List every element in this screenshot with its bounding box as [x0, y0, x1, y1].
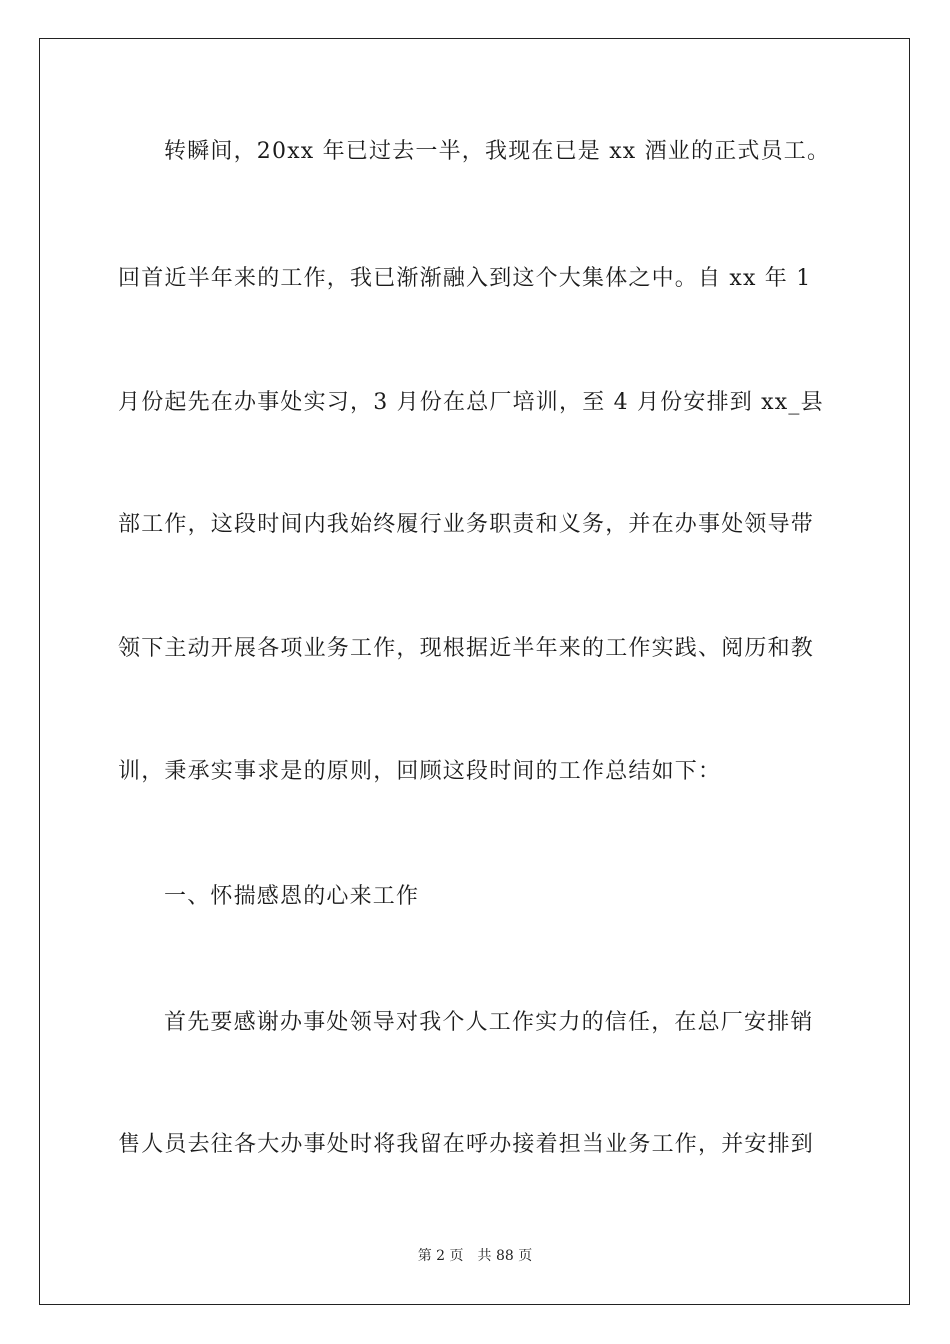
paragraph-line-3: 月份起先在办事处实习，3 月份在总厂培训，至 4 月份安排到 xx_县 — [118, 390, 824, 415]
paragraph-line-5: 领下主动开展各项业务工作，现根据近半年来的工作实践、阅历和教 — [118, 636, 815, 661]
page-border — [39, 38, 910, 1305]
paragraph-line-4: 部工作，这段时间内我始终履行业务职责和义务，并在办事处领导带 — [118, 512, 815, 537]
paragraph-line-2: 回首近半年来的工作，我已渐渐融入到这个大集体之中。自 xx 年 1 — [118, 266, 812, 291]
page-number: 第 2 页 — [417, 1248, 464, 1264]
paragraph-line-7: 首先要感谢办事处领导对我个人工作实力的信任，在总厂安排销 — [164, 1010, 814, 1035]
paragraph-line-1: 转瞬间，20xx 年已过去一半，我现在已是 xx 酒业的正式员工。 — [164, 139, 831, 164]
paragraph-line-6: 训，秉承实事求是的原则，回顾这段时间的工作总结如下： — [118, 759, 722, 784]
page-total: 共 88 页 — [477, 1248, 533, 1264]
section-heading: 一、怀揣感恩的心来工作 — [164, 884, 420, 909]
paragraph-line-8: 售人员去往各大办事处时将我留在呼办接着担当业务工作，并安排到 — [118, 1132, 815, 1157]
page-footer — [0, 1246, 950, 1266]
